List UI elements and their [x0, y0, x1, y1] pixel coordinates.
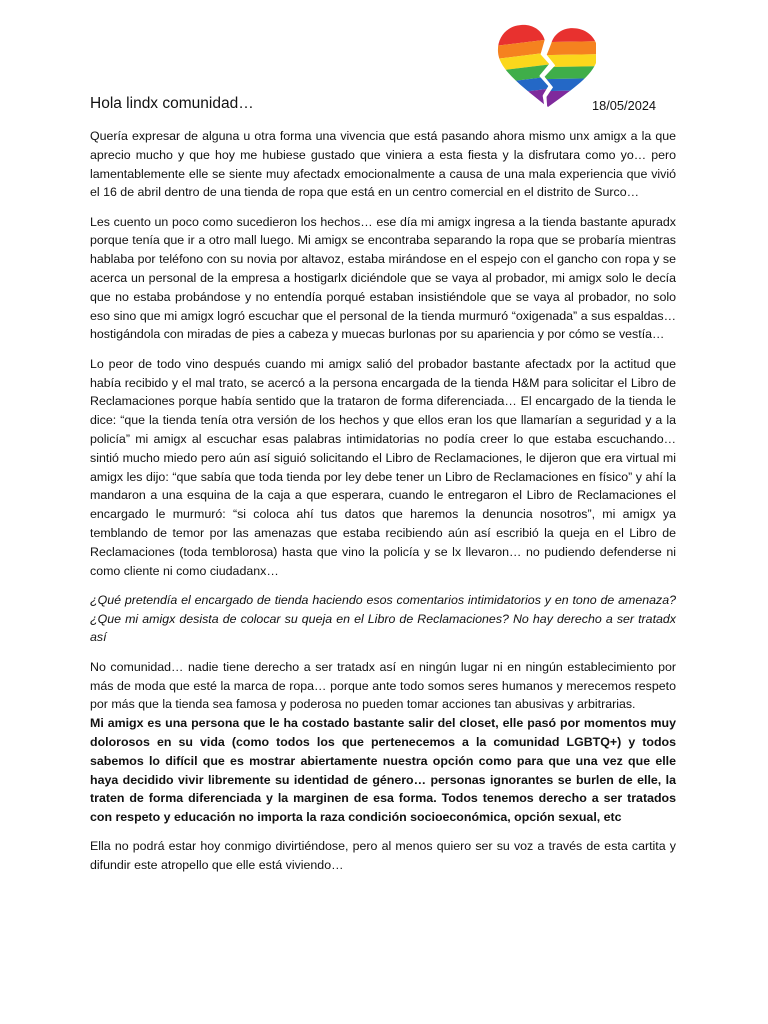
paragraph-complaint: Lo peor de todo vino después cuando mi amigx salió del probador bastante afectadx por la actitud que había recibido y el mal trato, se acercó a la persona encargada de la tienda H&M para solicitar el Libro de Reclamaciones porque había sentido que la trataron de forma diferenciada… El encargado de la tienda le dice: “que la tienda tenía otra versión de los hechos y que ellos eran los que llamarían a seguridad y a la policía” mi amigx al escuchar esas palabras intimidatorias no podía creer lo que estaba escuchando… sintió mucho miedo pero aún así siguió solicitando el Libro de Reclamaciones, le dijeron que era virtual mi amigx les dijo: “que sabía que toda tienda por ley debe tener un Libro de Reclamaciones en físico” y ahí la mandaron a una esquina de la caja a que esperara, cuando le entregaron el Libro de Reclamaciones el encargado le murmuró: “si coloca ahí tus datos que haremos la denuncia nosotros”, mi amigx ya temblando de temor por las amenazas que estaba recibiendo aún así escribió la queja en el Libro de Reclamaciones (toda temblorosa) hasta que vino la policía y se lx llevaron… no pudiendo defenderse ni como cliente ni como ciudadanx… [90, 356, 676, 578]
paragraph-identity: Mi amigx es una persona que le ha costado bastante salir del closet, elle pasó por momentos muy dolorosos en su vida (como todos los que pertenecemos a la comunidad LGBTQ+) y todos sabemos lo difícil que es mostrar abiertamente nuestra opción como para que una vez que elle haya decidido vivir libremente su identidad de género… personas ignorantes se burlen de elle, la traten de forma diferenciada y la marginen de esa forma. Todos tenemos derecho a ser tratados con respeto y educación no importa la raza condición socioeconómica, opción sexual, etc [90, 716, 676, 825]
letter-body [90, 127, 676, 885]
paragraph-respect: No comunidad… nadie tiene derecho a ser tratadx así en ningún lugar ni en ningún establecimiento por más de moda que esté la marca de ropa… porque ante todo somos seres humanos y merecemos respeto por más que la tienda sea famosa y poderosa no pueden tomar acciones tan abusivas y arbitrarias. [90, 659, 676, 712]
paragraph-events: Les cuento un poco como sucedieron los hechos… ese día mi amigx ingresa a la tienda bastante apuradx porque tenía que ir a otro mall luego. Mi amigx se encontraba separando la ropa que se probaría mientras hablaba por teléfono con su novia por altavoz, estaba mirándose en el espejo con el gancho con ropa y se acerca un personal de la empresa a hostigarlx diciéndole que se vaya al probador, mi amigx solo le decía que no estaba probándose y no entendía porqué estaban insistiéndole que se vaya al probador, no solo eso sino que mi amigx logró escuchar que el personal de la tienda murmuró “oxigenada” a sus espaldas… hostigándola con miradas de pies a cabeza y muecas burlonas por su apariencia y por cómo se vestía… [90, 214, 676, 342]
paragraph-intro: Quería expresar de alguna u otra forma una vivencia que está pasando ahora mismo unx amigx a la que aprecio mucho y que hoy me hubiese gustado que viniera a esta fiesta y la disfrutara como yo… pero lamentablemente elle se siente muy afectadx emocionalmente a causa de una mala experiencia que vivió el 16 de abril dentro de una tienda de ropa que está en un centro comercial en el distrito de Surco… [90, 129, 676, 200]
letter-greeting: Hola lindx comunidad… [90, 95, 254, 112]
rainbow-broken-heart-icon [496, 24, 596, 108]
letter-date: 18/05/2024 [592, 98, 657, 113]
paragraph-closing: Ella no podrá estar hoy conmigo divirtiéndose, pero al menos quiero ser su voz a través de esta cartita y difundir este atropello que elle está viviendo… [90, 839, 676, 873]
paragraph-questions: ¿Qué pretendía el encargado de tienda haciendo esos comentarios intimidatorios y en tono de amenaza? ¿Que mi amigx desista de colocar su queja en el Libro de Reclamaciones? No hay derecho a ser tratadx así [90, 592, 676, 645]
